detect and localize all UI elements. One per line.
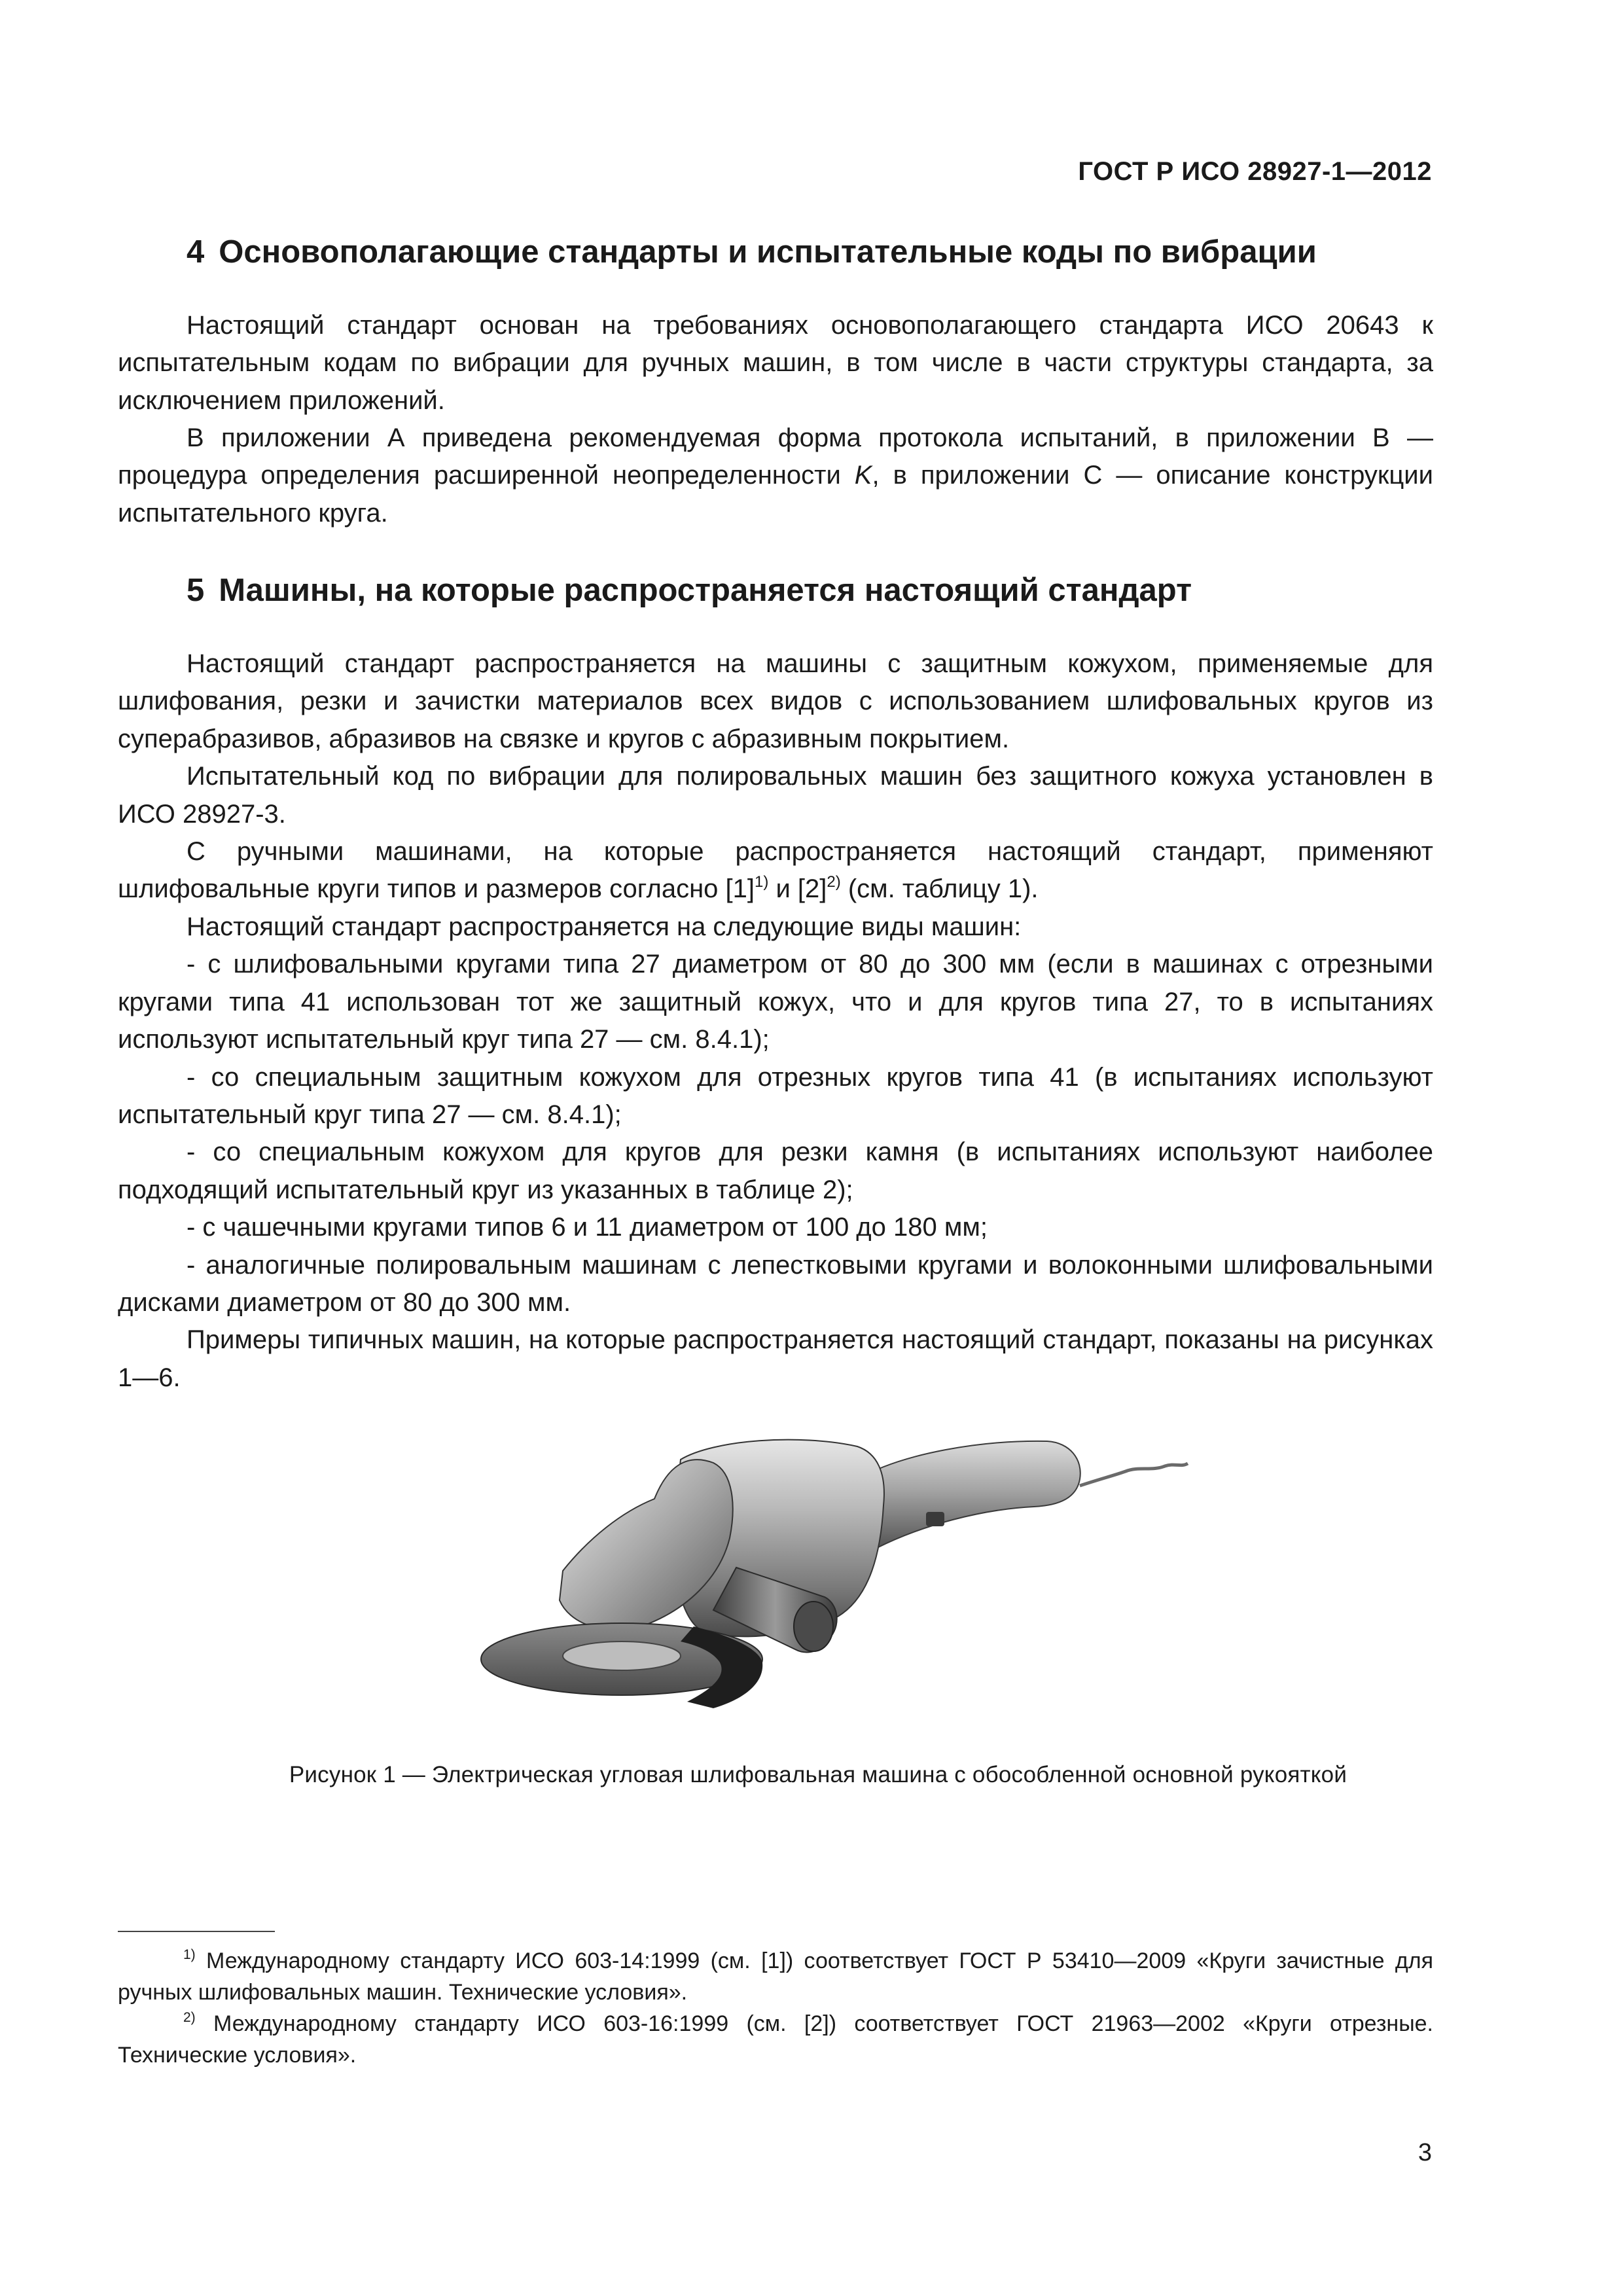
symbol-k: K bbox=[854, 461, 872, 490]
footnote-ref-2: 2) bbox=[827, 873, 841, 891]
footnote-2-text: Международному стандарту ИСО 603-16:1999 (см. [2]) соответствует ГОСТ 21963—2002 «Круги отрезные. Технические условия». bbox=[118, 2011, 1433, 2068]
section-5-p3-text-a: С ручными машинами, на которые распространяется настоящий стандарт, применяют шлифовальные круги типов и размеров согласно [1] bbox=[118, 837, 1433, 904]
section-4-paragraph-1: Настоящий стандарт основан на требованиях основополагающего стандарта ИСО 20643 к испытательным кодам по вибрации для ручных машин, в том числе в части структуры стандарта, за исключением приложений. bbox=[118, 310, 1433, 415]
list-item: - с чашечными кругами типов 6 и 11 диаметром от 100 до 180 мм; bbox=[187, 1213, 988, 1242]
section-4-heading bbox=[118, 233, 1433, 272]
section-4-paragraph-2 bbox=[118, 420, 1433, 532]
section-5-paragraph-4: Настоящий стандарт распространяется на следующие виды машин: bbox=[187, 912, 1022, 941]
footnote-2 bbox=[118, 2008, 1433, 2071]
footnote-divider bbox=[118, 1931, 275, 1932]
page-number: 3 bbox=[1418, 2139, 1432, 2166]
section-4-p2-text-a: В приложении А приведена рекомендуемая форма протокола испытаний, в приложении В — процедура определения расширенной неопределенности bbox=[118, 423, 1433, 490]
trigger bbox=[926, 1512, 944, 1526]
disc-hub bbox=[563, 1641, 681, 1670]
footnotes bbox=[118, 1945, 1433, 2071]
main-content bbox=[118, 223, 1433, 1397]
section-4-body bbox=[118, 307, 1433, 532]
footnote-1 bbox=[118, 1945, 1433, 2008]
section-5-title: Машины, на которые распространяется настоящий стандарт bbox=[219, 573, 1192, 609]
section-4-title: Основополагающие стандарты и испытательные коды по вибрации bbox=[219, 234, 1317, 270]
list-item: - аналогичные полировальным машинам с лепестковыми кругами и волоконными шлифовальными дисками диаметром от 80 до 300 мм. bbox=[118, 1250, 1433, 1317]
section-5-paragraph-2: Испытательный код по вибрации для полировальных машин без защитного кожуха установлен в ИСО 28927-3. bbox=[118, 762, 1433, 829]
rear-handle bbox=[857, 1441, 1080, 1548]
section-4-number: 4 bbox=[187, 234, 205, 270]
angle-grinder-illustration bbox=[406, 1401, 1198, 1741]
section-5-p3-text-c: (см. таблицу 1). bbox=[840, 874, 1039, 904]
figure-caption: Рисунок 1 — Электрическая угловая шлифовальная машина с обособленной основной рукояткой bbox=[289, 1762, 1347, 1787]
section-5-paragraph-1: Настоящий стандарт распространяется на машины с защитным кожухом, применяемые для шлифования, резки и зачистки материалов всех видов с использованием шлифовальных кругов из суперабразивов, абразивов на связке и кругов с абразивным покрытием. bbox=[118, 649, 1433, 753]
list-item: - с шлифовальными кругами типа 27 диаметром от 80 до 300 мм (если в машинах с отрезными кругами типа 41 использован тот же защитный кожух, что и для кругов типа 27, то в испытаниях используют испытательный круг типа 27 — см. 8.4.1); bbox=[118, 950, 1433, 1054]
power-cable bbox=[1080, 1463, 1188, 1486]
section-5-number: 5 bbox=[187, 573, 205, 609]
section-5-paragraph-5: Примеры типичных машин, на которые распространяется настоящий стандарт, показаны на рисунках 1—6. bbox=[118, 1325, 1433, 1392]
side-handle-end bbox=[794, 1602, 833, 1651]
footnote-1-text: Международному стандарту ИСО 603-14:1999 (см. [1]) соответствует ГОСТ Р 53410—2009 «Круги зачистные для ручных шлифовальных машин. Технические условия». bbox=[118, 1948, 1433, 2005]
list-item: - со специальным кожухом для кругов для резки камня (в испытаниях используют наиболее подходящий испытательный круг из указанных в таблице 2); bbox=[118, 1138, 1433, 1204]
footnote-1-mark: 1) bbox=[183, 1947, 196, 1962]
section-5-heading bbox=[118, 571, 1433, 610]
footnote-ref-1: 1) bbox=[755, 873, 769, 891]
section-4-p2-text-b: , в приложении С — описание конструкции испытательного круга. bbox=[118, 461, 1433, 528]
section-5-body bbox=[118, 645, 1433, 1397]
list-item: - со специальным защитным кожухом для отрезных кругов типа 41 (в испытаниях используют испытательный круг типа 27 — см. 8.4.1); bbox=[118, 1062, 1433, 1129]
document-header: ГОСТ Р ИСО 28927-1—2012 bbox=[1078, 157, 1432, 186]
section-5-p3-text-b: и [2] bbox=[768, 874, 827, 904]
section-5-paragraph-3 bbox=[118, 833, 1433, 908]
footnote-2-mark: 2) bbox=[183, 2010, 196, 2025]
